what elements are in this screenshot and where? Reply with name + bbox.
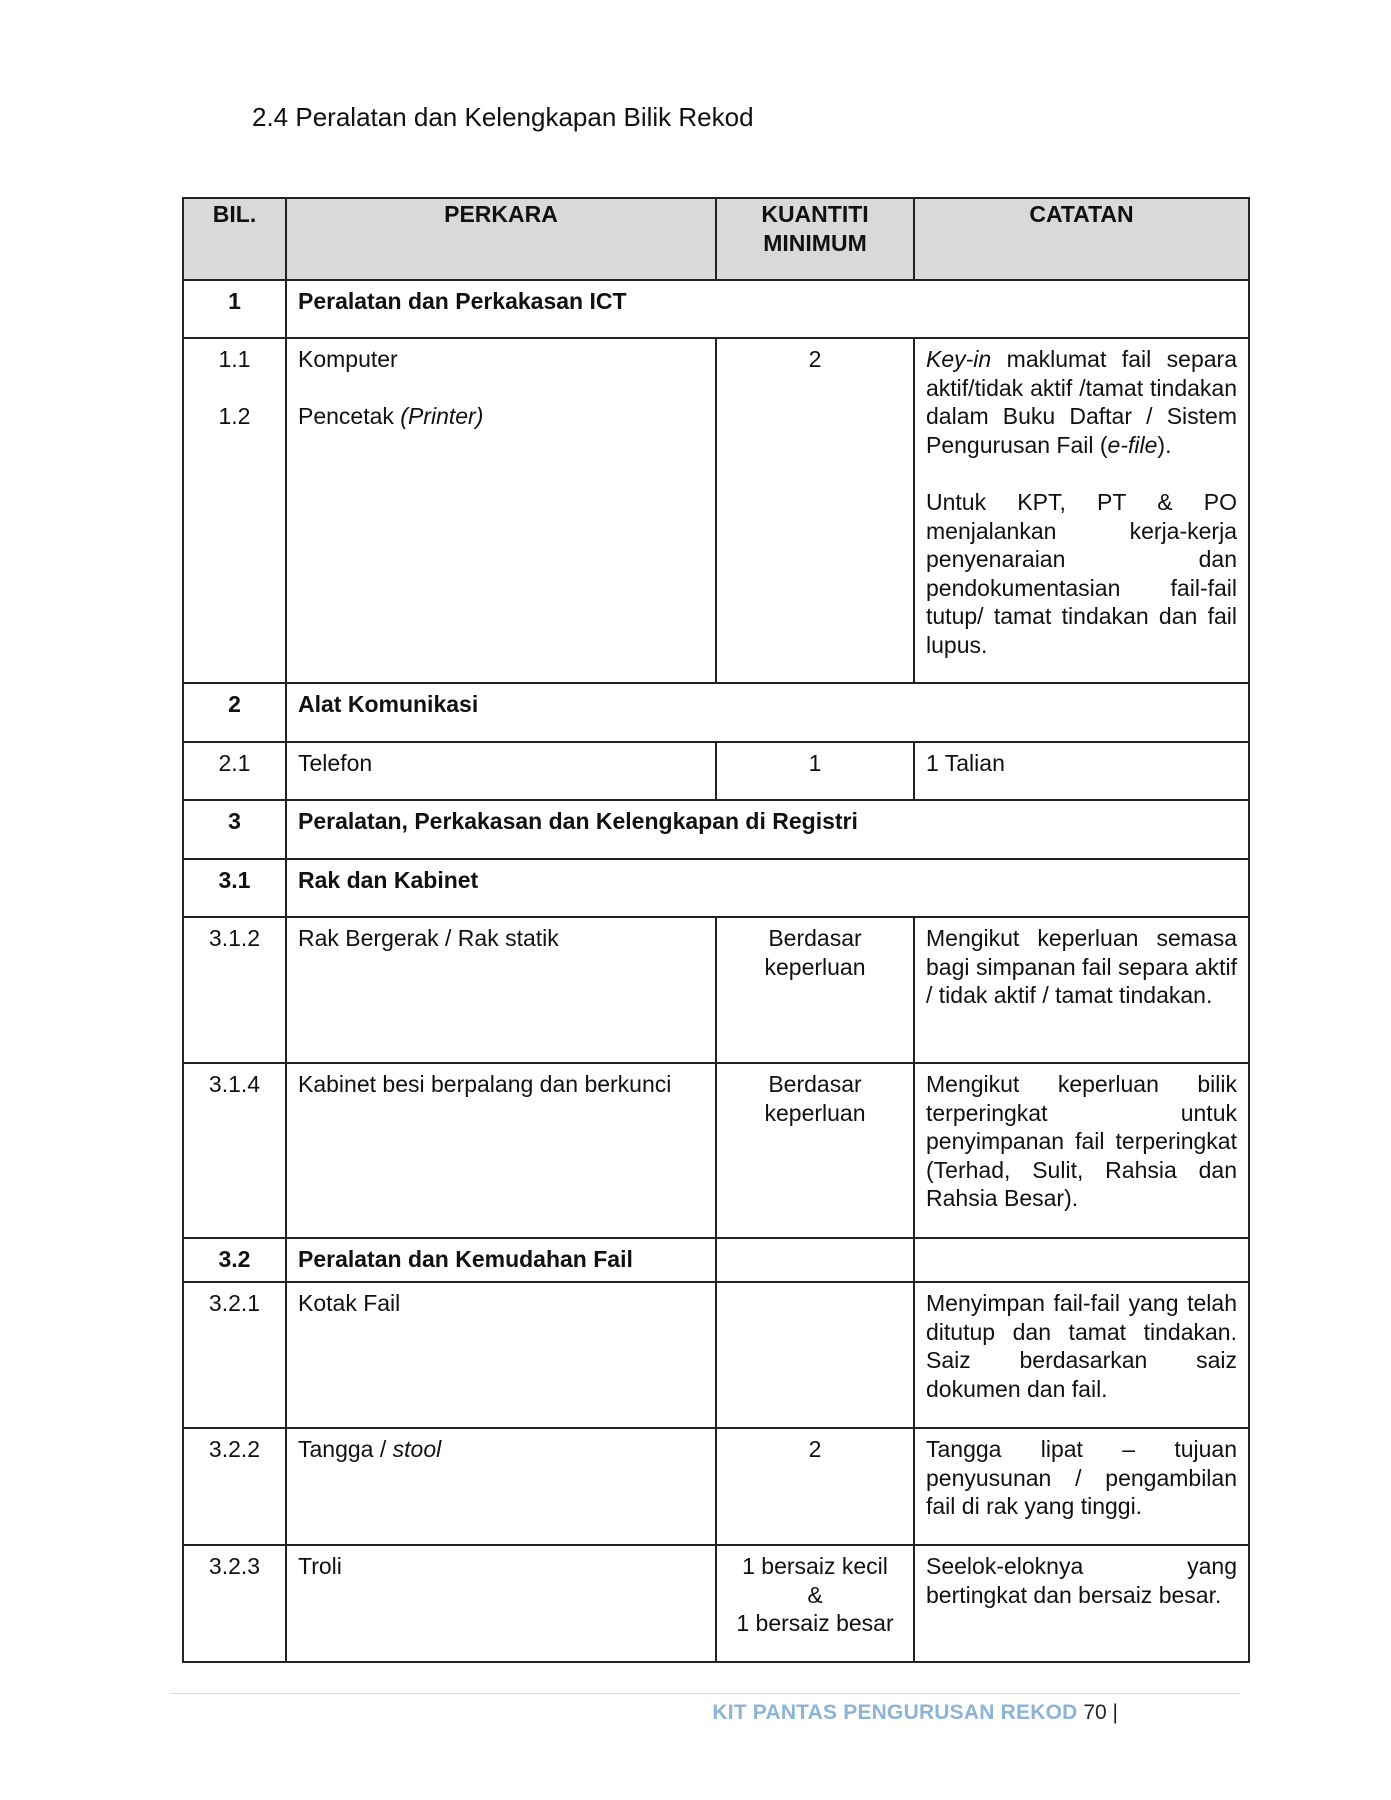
table-header-row [183,198,1249,280]
row-quantity: 1 [716,742,914,800]
section-number: 2 [183,683,286,742]
row-number: 3.2.1 [183,1282,286,1428]
row-number: 3.2.2 [183,1428,286,1545]
page-footer [712,1701,1118,1725]
footer-brand: KIT PANTAS PENGURUSAN REKOD [712,1701,1078,1724]
row-quantity [716,917,914,1063]
row-quantity [716,1063,914,1238]
table-row [183,338,1249,683]
row-item [286,1428,716,1545]
subsection-row [183,1238,1249,1282]
table-row [183,917,1249,1063]
footer-separator: | [1112,1701,1118,1724]
item-pencetak-text: Pencetak [298,403,401,430]
row-quantity: 2 [716,1428,914,1545]
row-note: Tangga lipat – tujuan penyusunan / pengambilan fail di rak yang tinggi. [914,1428,1249,1545]
section-number: 1 [183,280,286,338]
note-italic-efile: e-file [1107,431,1158,458]
subsection-number: 3.2 [183,1238,286,1282]
row-note: Seelok-eloknya yang bertingkat dan bersaiz besar. [914,1545,1249,1662]
item-pencetak-italic: (Printer) [400,403,484,430]
note-end: ). [1157,431,1172,458]
header-perkara: PERKARA [286,198,716,280]
note-paragraph-1 [926,345,1237,459]
header-kuantiti: KUANTITI MINIMUM [716,198,914,280]
row-number-a: 1.1 [218,346,251,372]
qty-line-2: keperluan [764,1099,866,1126]
section-row [183,800,1249,859]
item-pencetak [298,402,704,431]
table-row [183,1545,1249,1662]
row-number: 3.1.2 [183,917,286,1063]
qty-line-1: Berdasar [768,1071,862,1097]
row-item: Telefon [286,742,716,800]
qty-line-2: & [807,1581,823,1608]
row-quantity [716,1545,914,1662]
equipment-table [182,197,1250,1663]
qty-line-1: Berdasar [768,925,862,951]
row-number: 3.2.3 [183,1545,286,1662]
section-number: 3 [183,800,286,859]
subsection-title: Rak dan Kabinet [286,859,1249,917]
empty-cell [716,1238,914,1282]
row-item: Troli [286,1545,716,1662]
section-title: Peralatan, Perkakasan dan Kelengkapan di Registri [286,800,1249,859]
qty-line-1: 1 bersaiz kecil [742,1553,888,1579]
row-item: Kotak Fail [286,1282,716,1428]
row-item: Rak Bergerak / Rak statik [286,917,716,1063]
table-row [183,1282,1249,1428]
note-text: maklumat fail separa aktif/tidak aktif /tamat tindakan dalam Buku Daftar / Sistem Pengurusan Fail ( [926,346,1237,458]
row-number: 3.1.4 [183,1063,286,1238]
row-number-b: 1.2 [218,403,251,430]
row-note: Mengikut keperluan bilik terperingkat untuk penyimpanan fail terperingkat (Terhad, Sulit, Rahsia dan Rahsia Besar). [914,1063,1249,1238]
row-number: 2.1 [183,742,286,800]
row-note [914,338,1249,683]
subsection-number: 3.1 [183,859,286,917]
item-italic: stool [392,1436,442,1462]
row-note: Mengikut keperluan semasa bagi simpanan fail separa aktif / tidak aktif / tamat tindakan. [914,917,1249,1063]
row-quantity [716,1282,914,1428]
table-row [183,742,1249,800]
row-note: 1 Talian [914,742,1249,800]
header-bil: BIL. [183,198,286,280]
row-quantity: 2 [716,338,914,683]
item-text: Tangga / [298,1436,393,1462]
row-number [183,338,286,683]
row-item: Kabinet besi berpalang dan berkunci [286,1063,716,1238]
qty-line-2: keperluan [764,953,866,980]
qty-line-3: 1 bersaiz besar [736,1610,894,1637]
table-row [183,1428,1249,1545]
section-row [183,683,1249,742]
header-catatan: CATATAN [914,198,1249,280]
section-row [183,280,1249,338]
section-title: Alat Komunikasi [286,683,1249,742]
subsection-title: Peralatan dan Kemudahan Fail [286,1238,716,1282]
section-heading: 2.4 Peralatan dan Kelengkapan Bilik Rekod [252,102,754,132]
subsection-row [183,859,1249,917]
footer-divider [170,1693,1240,1694]
row-item [286,338,716,683]
page-number: 70 [1083,1701,1107,1724]
empty-cell [914,1238,1249,1282]
table-row [183,1063,1249,1238]
item-komputer: Komputer [298,346,398,372]
row-note: Menyimpan fail-fail yang telah ditutup dan tamat tindakan. Saiz berdasarkan saiz dokumen dan fail. [914,1282,1249,1428]
note-paragraph-2: Untuk KPT, PT & PO menjalankan kerja-kerja penyenaraian dan pendokumentasian fail-fail tutup/ tamat tindakan dan fail lupus. [926,488,1237,658]
note-italic-keyin: Key-in [926,346,992,372]
section-title: Peralatan dan Perkakasan ICT [286,280,1249,338]
